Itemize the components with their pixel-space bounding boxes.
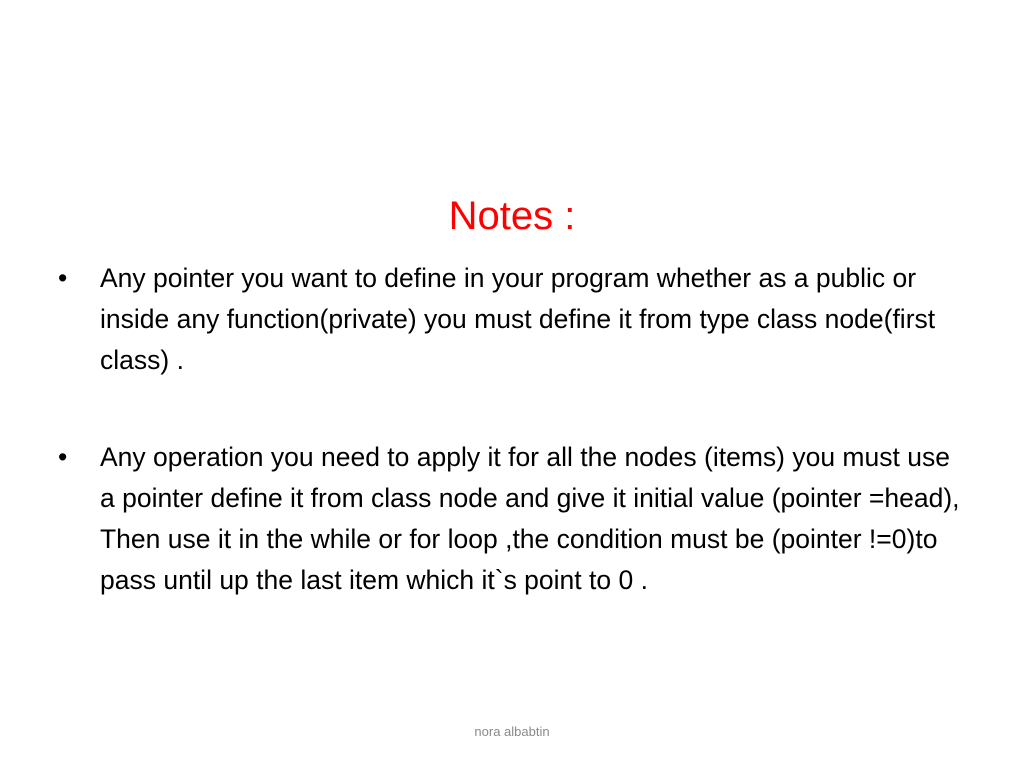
bullet-list xyxy=(56,258,966,601)
bullet-text: Any pointer you want to define in your program whether as a public or inside any function(private) you must define it from type class node(first class) . xyxy=(100,263,936,375)
slide-title: Notes : xyxy=(448,194,576,238)
bullet-item xyxy=(56,437,966,601)
bullet-item xyxy=(56,258,966,381)
bullet-icon: • xyxy=(58,263,68,293)
footer-author: nora albabtin xyxy=(474,724,550,739)
bullet-icon: • xyxy=(58,442,68,472)
bullet-text: Any operation you need to apply it for all the nodes (items) you must use a pointer define it from class node and give it initial value (pointer =head), Then use it in the while or for loop ,the condition must be (pointer !=0)to pass until up the last item which it`s point to 0 . xyxy=(100,442,960,595)
